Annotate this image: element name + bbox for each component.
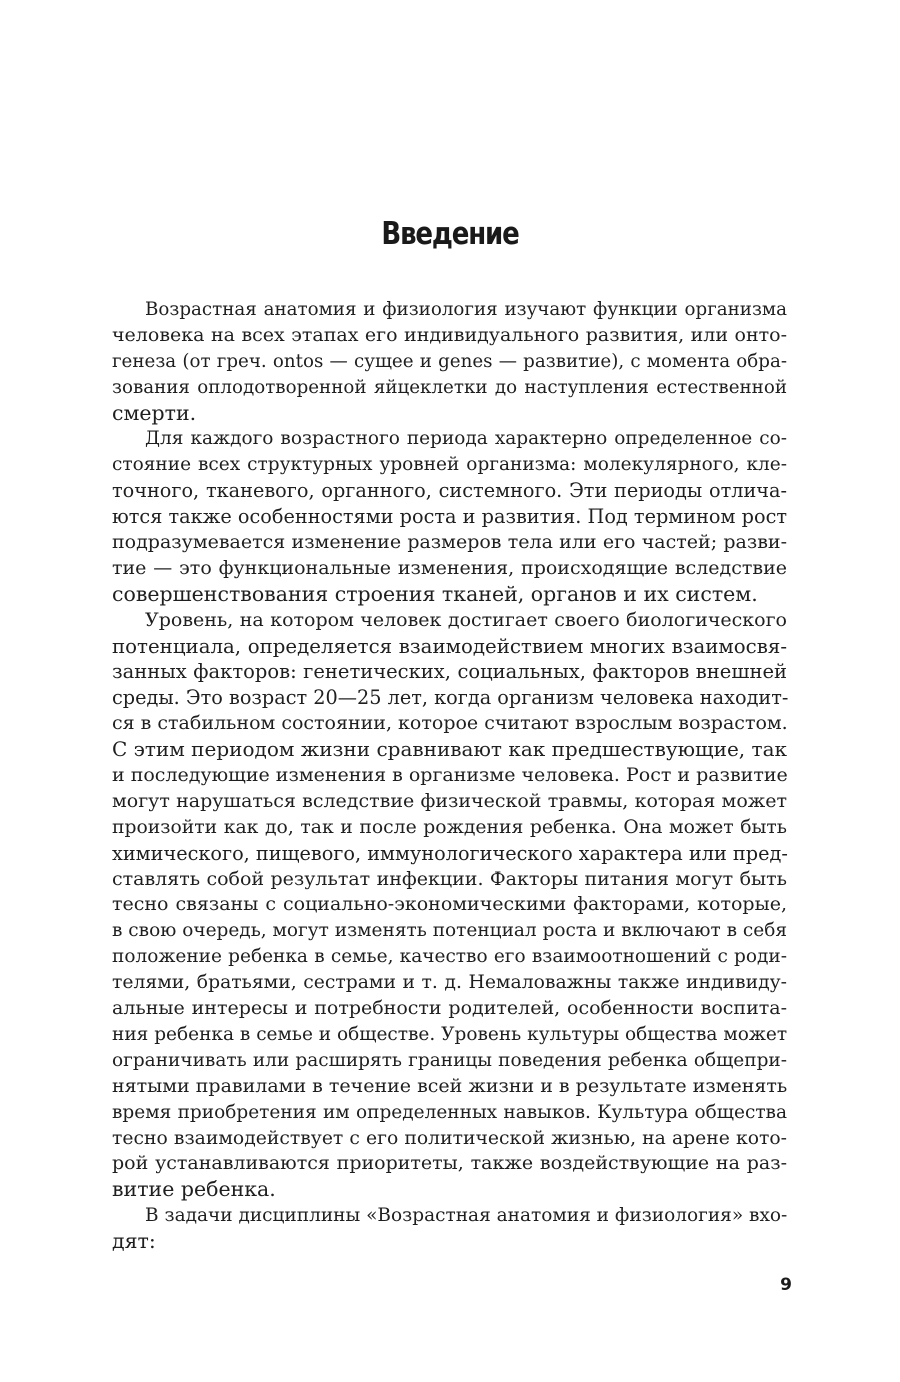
text-line: В задачи дисциплины «Возрастная анатомия и физиология» вхо- — [145, 1205, 788, 1227]
text-line: рой устанавливаются приоритеты, также воздействующие на раз- — [112, 1152, 787, 1175]
text-line: тие — это функциональные изменения, происходящие вследствие — [112, 556, 787, 579]
text-line: смерти. — [112, 400, 197, 425]
text-line: положение ребенка в семье, качество его взаимоотношений с роди- — [112, 946, 787, 968]
text-line: совершенствования строения тканей, органов и их систем. — [112, 581, 758, 606]
text-line: Уровень, на котором человек достигает своего биологического — [145, 608, 787, 631]
text-line: среды. Это возраст 20—25 лет, когда организм человека находит- — [112, 686, 789, 710]
page-number: 9 — [780, 1275, 792, 1295]
text-line: точного, тканевого, органного, системного. Эти периоды отлича- — [112, 479, 787, 503]
text-line: витие ребенка. — [112, 1177, 276, 1202]
text-line: тесно взаимодействует с его политической жизнью, на арене кото- — [112, 1127, 787, 1149]
text-line: С этим периодом жизни сравнивают как предшествующие, так — [112, 737, 787, 762]
text-line: занных факторов: генетических, социальных, факторов внешней — [112, 660, 787, 684]
text-line: ограничивать или расширять границы поведения ребенка общепри- — [112, 1049, 787, 1071]
text-line: телями, братьями, сестрами и т. д. Немаловажны также индивиду- — [112, 972, 787, 994]
text-line: тесно связаны с социально-экономическими факторами, которые, — [112, 893, 787, 916]
text-line: произойти как до, так и после рождения ребенка. Она может быть — [112, 816, 787, 838]
page-title: Введение — [381, 216, 519, 252]
text-line: Для каждого возрастного периода характерно определенное со- — [145, 428, 787, 450]
text-line: потенциала, определяется взаимодействием многих взаимосвя- — [112, 634, 787, 658]
text-line: ставлять собой результат инфекции. Факторы питания могут быть — [112, 867, 787, 890]
text-line: ния ребенка в семье и обществе. Уровень культуры общества может — [112, 1023, 788, 1045]
text-line: человека на всех этапах его индивидуального развития, или онто- — [112, 323, 787, 346]
text-line: дят: — [112, 1229, 156, 1254]
text-line: нятыми правилами в течение всей жизни и в результате изменять — [112, 1074, 788, 1097]
text-line: альные интересы и потребности родителей, особенности воспита- — [112, 997, 787, 1020]
text-line: могут нарушаться вследствие физической травмы, которая может — [112, 789, 787, 812]
text-line: ются также особенностями роста и развития. Под термином рост — [112, 505, 787, 529]
text-line: химического, пищевого, иммунологического характера или пред- — [112, 841, 788, 865]
text-line: ся в стабильном состоянии, которое считают взрослым возрастом. — [112, 712, 788, 735]
body-text — [112, 297, 787, 1255]
text-line: зования оплодотворенной яйцеклетки до наступления естественной — [112, 376, 787, 398]
text-line: генеза (от греч. ontos — сущее и genes — развитие), с момента обра- — [112, 350, 787, 372]
text-line: подразумевается изменение размеров тела или его частей; разви- — [112, 531, 787, 554]
text-line: стояние всех структурных уровней организма: молекулярного, кле- — [112, 454, 787, 476]
text-line: в свою очередь, могут изменять потенциал роста и включают в себя — [112, 920, 787, 942]
text-line: время приобретения им определенных навыков. Культура общества — [112, 1101, 787, 1123]
text-line: и последующие изменения в организме человека. Рост и развитие — [112, 764, 788, 787]
text-line: Возрастная анатомия и физиология изучают функции организма — [145, 299, 787, 320]
